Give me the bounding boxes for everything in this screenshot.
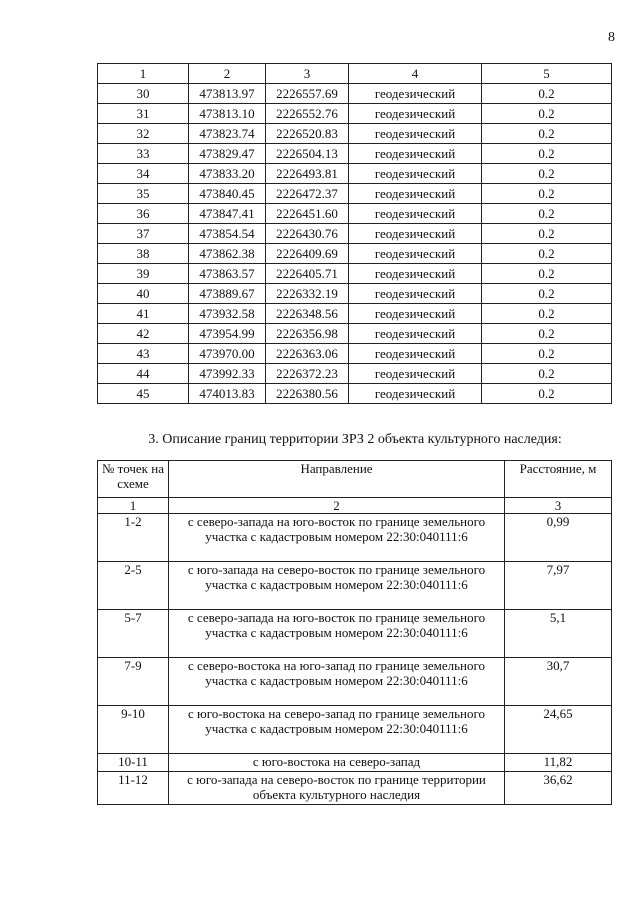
table1-cell: 473813.97 [189,84,266,104]
table1-cell: 43 [98,344,189,364]
table2-direction-cell: с северо-востока на юго-запад по границе земельного участка с кадастровым номером 22:30:040111:6 [169,658,505,706]
table2-direction-cell: с юго-запада на северо-восток по границе территории объекта культурного наследия [169,772,505,805]
table1-cell: 34 [98,164,189,184]
table1-cell: 473823.74 [189,124,266,144]
table1-cell: 0.2 [482,324,612,344]
table1-cell: 0.2 [482,384,612,404]
table1-cell: 36 [98,204,189,224]
table1-cell: 473862.38 [189,244,266,264]
table2-points-cell: 2-5 [98,562,169,610]
table-row [98,144,612,164]
table-row [98,364,612,384]
table1-cell: 473840.45 [189,184,266,204]
table2-distance-cell: 36,62 [505,772,612,805]
table1-cell: 0.2 [482,224,612,244]
table1-cell: 473847.41 [189,204,266,224]
table1-cell: 0.2 [482,164,612,184]
table1-cell: 473833.20 [189,164,266,184]
table1-cell: 2226520.83 [266,124,349,144]
table1-cell: 2226493.81 [266,164,349,184]
table1-cell: 0.2 [482,284,612,304]
table2-index-row [98,498,612,514]
table1-cell: 45 [98,384,189,404]
table-row [98,244,612,264]
table2-distance-cell: 24,65 [505,706,612,754]
table1-cell: 2226363.06 [266,344,349,364]
table-row [98,124,612,144]
table2-index-cell: 3 [505,498,612,514]
table1-cell: геодезический [349,284,482,304]
table1-cell: 2226451.60 [266,204,349,224]
table1-cell: геодезический [349,344,482,364]
table-row [98,264,612,284]
table2-points-cell: 11-12 [98,772,169,805]
table1-cell: 2226504.13 [266,144,349,164]
table-row [98,164,612,184]
table2-index-cell: 2 [169,498,505,514]
table1-cell: 2226557.69 [266,84,349,104]
table2-distance-cell: 5,1 [505,610,612,658]
table1-cell: геодезический [349,324,482,344]
table1-cell: 473932.58 [189,304,266,324]
table-row [98,562,612,610]
table1-cell: геодезический [349,384,482,404]
table1-cell: геодезический [349,204,482,224]
table1-cell: 32 [98,124,189,144]
table-row [98,84,612,104]
table-row [98,304,612,324]
table1-cell: 0.2 [482,244,612,264]
table1-cell: 0.2 [482,104,612,124]
coordinates-table [97,63,612,404]
table1-cell: геодезический [349,164,482,184]
table2-points-cell: 10-11 [98,754,169,772]
table2-direction-cell: с юго-востока на северо-запад [169,754,505,772]
table1-cell: 33 [98,144,189,164]
table1-cell: геодезический [349,264,482,284]
table1-cell: 44 [98,364,189,384]
table1-cell: геодезический [349,184,482,204]
table1-cell: 38 [98,244,189,264]
table1-cell: 0.2 [482,364,612,384]
table1-cell: 473863.57 [189,264,266,284]
table2-points-cell: 7-9 [98,658,169,706]
table1-cell: 474013.83 [189,384,266,404]
table2-points-cell: 9-10 [98,706,169,754]
boundary-description-table [97,460,612,805]
table1-cell: 0.2 [482,264,612,284]
table2-header-points: № точек на схеме [98,461,169,498]
table1-cell: 40 [98,284,189,304]
table2-direction-cell: с северо-запада на юго-восток по границе земельного участка с кадастровым номером 22:30:040111:6 [169,514,505,562]
table1-header-cell: 3 [266,64,349,84]
table-row [98,224,612,244]
table2-distance-cell: 0,99 [505,514,612,562]
table1-cell: 0.2 [482,144,612,164]
table1-cell: 2226472.37 [266,184,349,204]
table-row [98,514,612,562]
table-row [98,184,612,204]
table2-direction-cell: с северо-запада на юго-восток по границе земельного участка с кадастровым номером 22:30:040111:6 [169,610,505,658]
table1-cell: 2226405.71 [266,264,349,284]
table-row [98,284,612,304]
table1-cell: геодезический [349,84,482,104]
table1-cell: 31 [98,104,189,124]
table2-direction-cell: с юго-запада на северо-восток по границе земельного участка с кадастровым номером 22:30:040111:6 [169,562,505,610]
table1-cell: 2226348.56 [266,304,349,324]
table1-cell: геодезический [349,104,482,124]
table-row [98,772,612,805]
table1-cell: 473889.67 [189,284,266,304]
table-row [98,344,612,364]
table1-cell: 2226552.76 [266,104,349,124]
table-row [98,204,612,224]
section-3-heading: 3. Описание границ территории ЗРЗ 2 объекта культурного наследия: [148,432,562,447]
table1-cell: геодезический [349,124,482,144]
table1-cell: 473829.47 [189,144,266,164]
table1-cell: 0.2 [482,124,612,144]
table1-cell: геодезический [349,224,482,244]
page-number: 8 [608,30,615,45]
coordinates-table-body [98,64,612,404]
table2-points-cell: 5-7 [98,610,169,658]
table1-cell: геодезический [349,244,482,264]
table1-cell: 473854.54 [189,224,266,244]
table2-distance-cell: 11,82 [505,754,612,772]
table1-cell: 473992.33 [189,364,266,384]
table2-distance-cell: 30,7 [505,658,612,706]
table1-cell: геодезический [349,304,482,324]
table1-cell: 0.2 [482,204,612,224]
table-row [98,104,612,124]
table1-cell: 2226430.76 [266,224,349,244]
table1-cell: 0.2 [482,304,612,324]
table-row [98,610,612,658]
table2-header-distance: Расстояние, м [505,461,612,498]
table1-cell: 2226332.19 [266,284,349,304]
table2-points-cell: 1-2 [98,514,169,562]
table-row [98,384,612,404]
table-row [98,658,612,706]
table1-header-cell: 1 [98,64,189,84]
table1-cell: 2226356.98 [266,324,349,344]
table1-cell: 37 [98,224,189,244]
table1-header-cell: 5 [482,64,612,84]
table1-cell: 30 [98,84,189,104]
table1-cell: 473970.00 [189,344,266,364]
table2-header-direction: Направление [169,461,505,498]
table2-index-cell: 1 [98,498,169,514]
table2-header-row [98,461,612,498]
table2-distance-cell: 7,97 [505,562,612,610]
table1-header-cell: 4 [349,64,482,84]
table1-cell: 2226409.69 [266,244,349,264]
table1-cell: 42 [98,324,189,344]
boundary-description-table-body [98,461,612,805]
table1-cell: 473954.99 [189,324,266,344]
table2-direction-cell: с юго-востока на северо-запад по границе земельного участка с кадастровым номером 22:30:040111:6 [169,706,505,754]
table1-header-cell: 2 [189,64,266,84]
table1-cell: 41 [98,304,189,324]
table1-cell: 2226372.23 [266,364,349,384]
table1-cell: 0.2 [482,344,612,364]
table1-cell: геодезический [349,144,482,164]
table1-cell: 0.2 [482,184,612,204]
table1-cell: 0.2 [482,84,612,104]
table1-cell: 473813.10 [189,104,266,124]
table1-cell: 2226380.56 [266,384,349,404]
table-row [98,324,612,344]
coordinates-table-header-row [98,64,612,84]
table1-cell: 39 [98,264,189,284]
table-row [98,706,612,754]
table-row [98,754,612,772]
table1-cell: геодезический [349,364,482,384]
table1-cell: 35 [98,184,189,204]
